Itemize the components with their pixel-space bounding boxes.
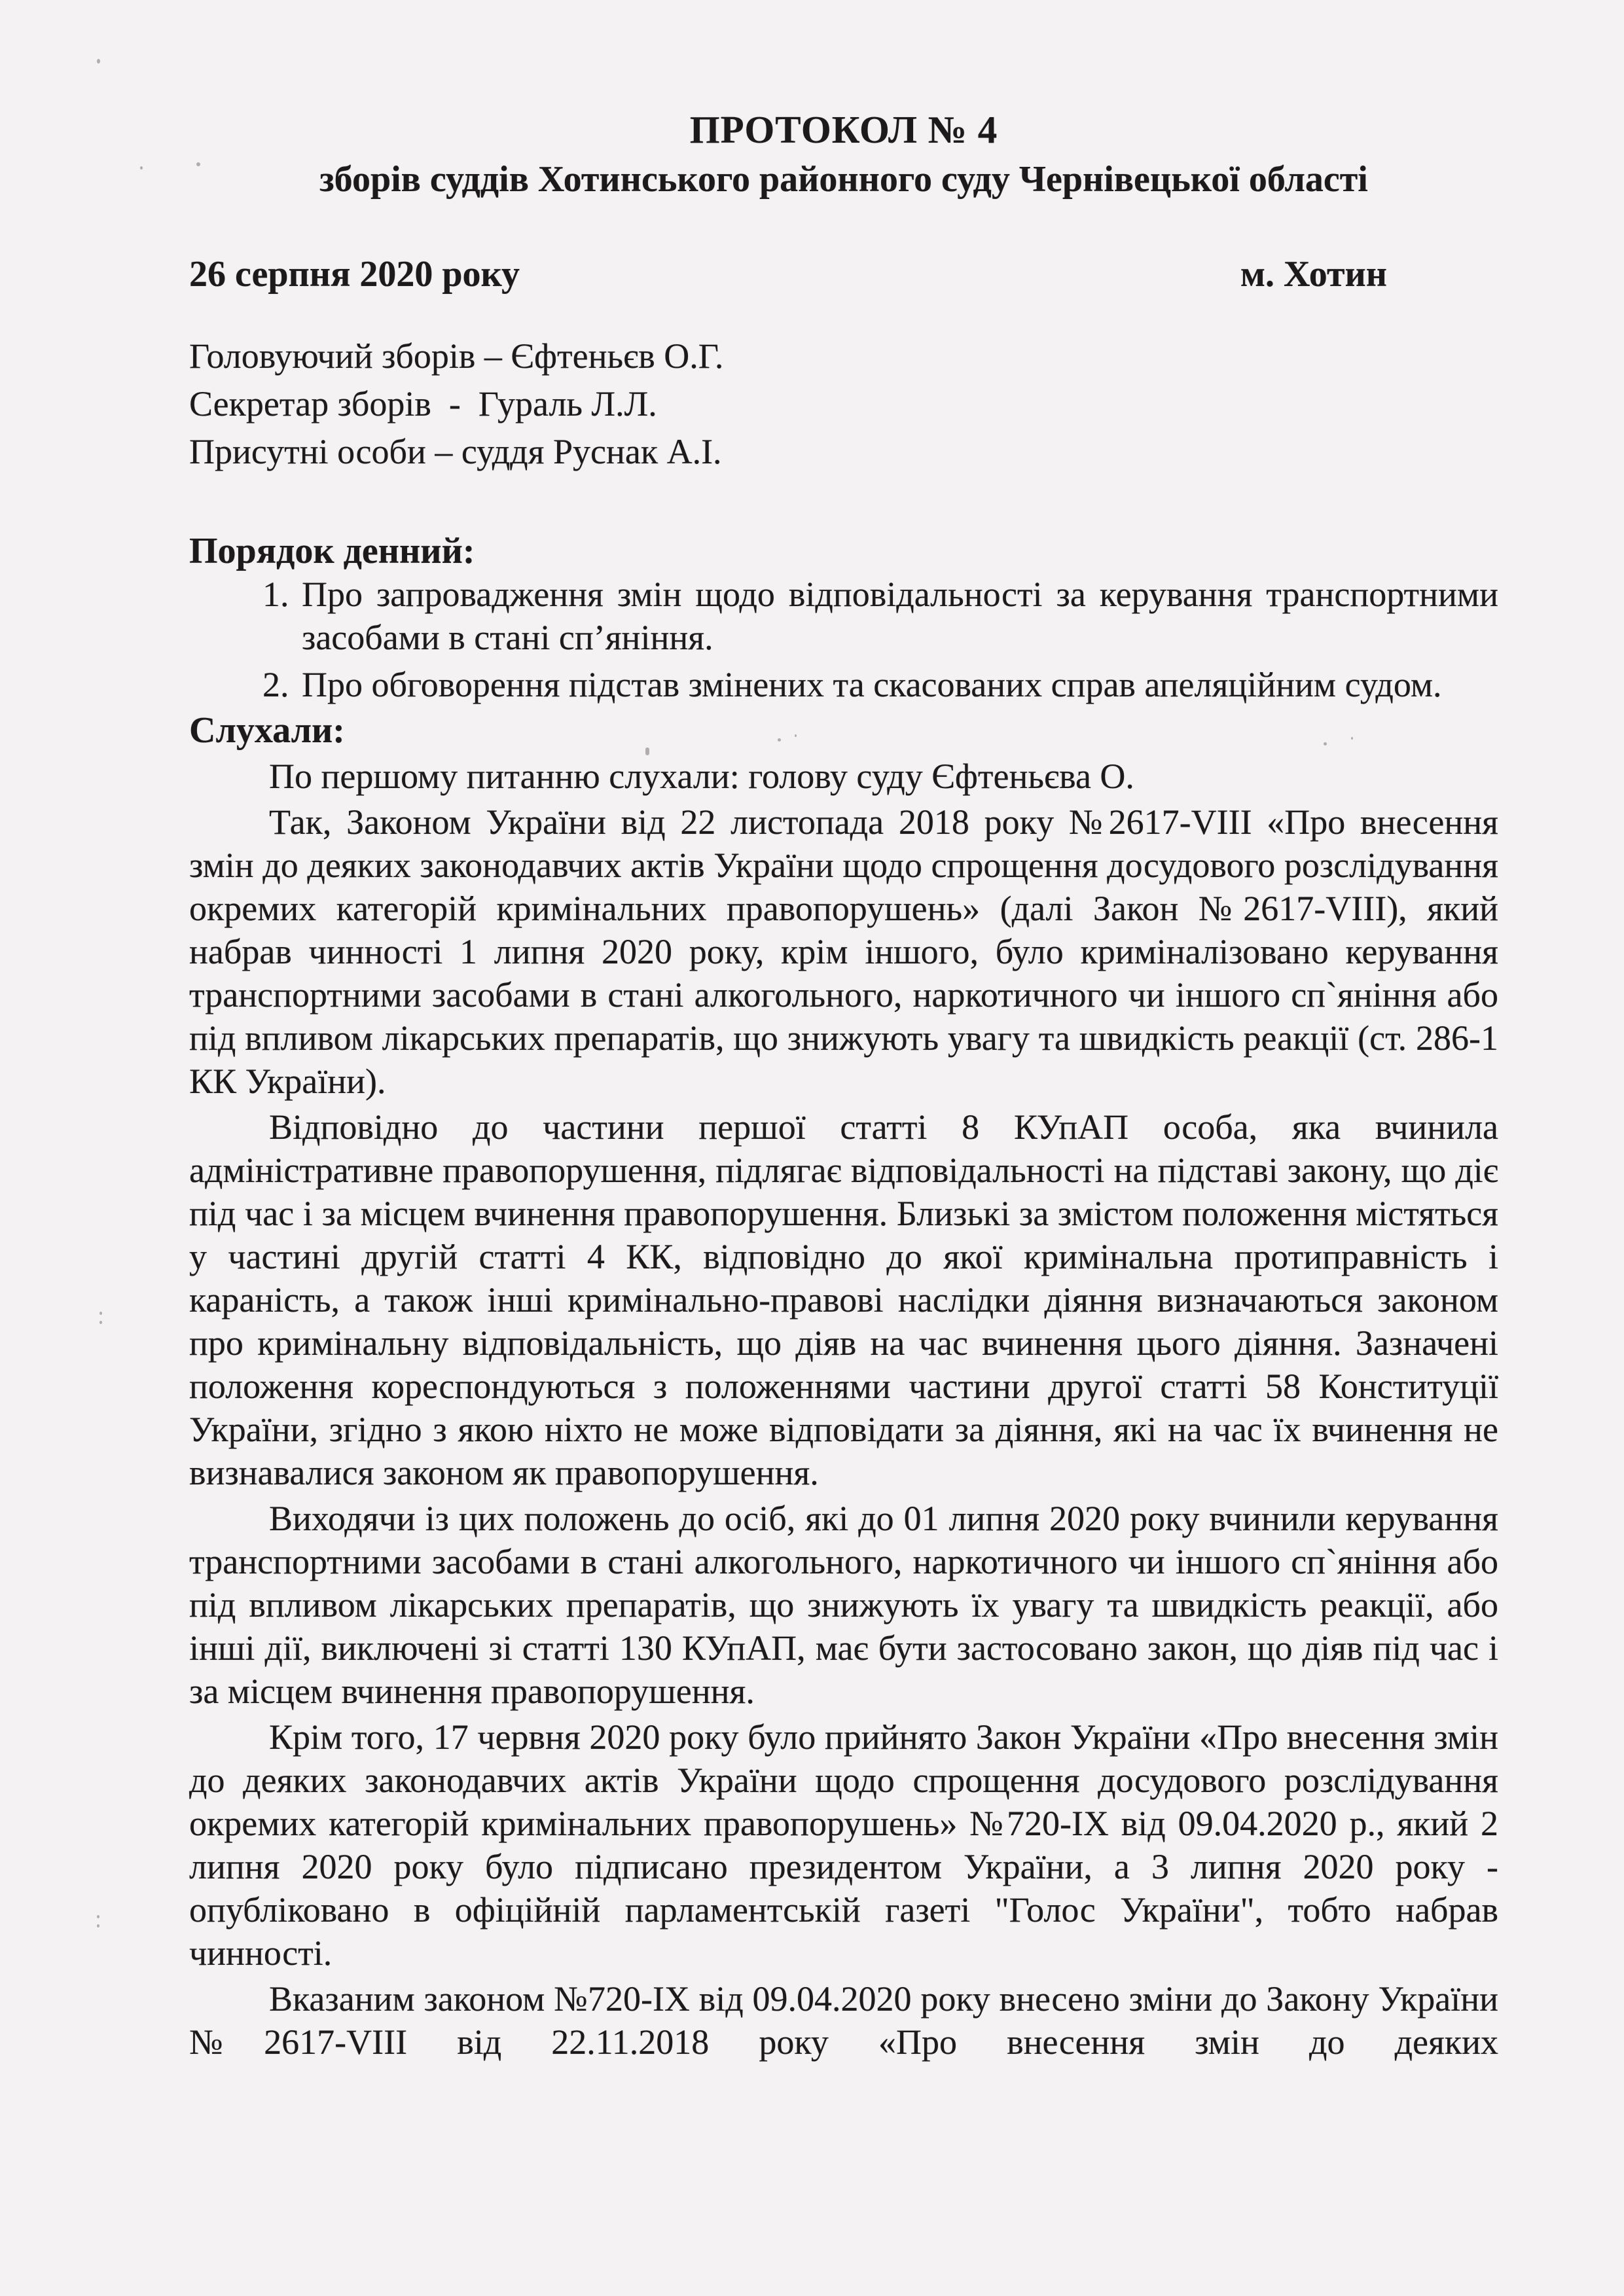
body-paragraph-cut-off: Вказаним законом №720-IX від 09.04.2020 року внесено зміни до Закону України №2617-VIII від 22.11.2018 року «Про внесення змін до деяких xyxy=(189,1979,1498,2062)
scan-speck xyxy=(99,1312,102,1315)
scan-speck xyxy=(140,166,143,170)
document-body xyxy=(189,755,1498,2064)
participant-line-chair: Головуючий зборів – Єфтеньєв О.Г. xyxy=(189,336,724,376)
document-subtitle: зборів суддів Хотинського районного суду Чернівецької області xyxy=(319,159,1368,200)
document-date: 26 серпня 2020 року xyxy=(189,254,520,295)
date-row xyxy=(189,253,1498,296)
scan-speck xyxy=(196,162,200,166)
document-place: м. Хотин xyxy=(1240,254,1387,295)
scan-speck xyxy=(795,734,797,737)
scan-speck xyxy=(1351,737,1353,740)
scan-speck xyxy=(1324,742,1327,745)
body-paragraph: Так, Законом України від 22 листопада 2018 року №2617-VIII «Про внесення змін до деяких законодавчих актів України щодо спрощення досудового розслідування окремих категорій кримінальних правопорушень» (далі Закон №2617-VIII), який набрав чинності 1 липня 2020 року, крім іншого, було криміналізовано керування транспортними засобами в стані алкогольного, наркотичного чи іншого сп`яніння або під впливом лікарських препаратів, що знижують увагу та швидкість реакції (ст. 286-1 КК України). xyxy=(189,802,1498,1101)
body-paragraph: Крім того, 17 червня 2020 року було прийнято Закон України «Про внесення змін до деяких законодавчих актів України щодо спрощення досудового розслідування окремих категорій кримінальних правопорушень» №720-IX від 09.04.2020 р., який 2 липня 2020 року було підписано президентом України, а 3 липня 2020 року - опубліковано в офіційній парламентській газеті "Голос України", тобто набрав чинності. xyxy=(189,1717,1498,1973)
scan-speck xyxy=(97,59,100,63)
scan-speck xyxy=(97,1924,99,1928)
agenda-heading: Порядок денний: xyxy=(189,531,475,571)
scan-speck xyxy=(97,1915,99,1918)
agenda-item: 1. Про запровадження змін щодо відповідальності за керування транспортними засобами в стані сп’яніння. xyxy=(298,573,1498,659)
participant-line-present: Присутні особи – суддя Руснак А.І. xyxy=(189,432,722,471)
scan-speck xyxy=(778,738,781,742)
scan-speck xyxy=(99,1321,102,1324)
document-header xyxy=(189,105,1498,204)
heard-heading: Слухали: xyxy=(189,710,345,751)
body-paragraph: Відповідно до частини першої статті 8 КУпАП особа, яка вчинила адміністративне правопорушення, підлягає відповідальності на підставі закону, що діє під час і за місцем вчинення правопорушення. Близькі за змістом положення містяться у частині другій статті 4 КК, відповідно до якої кримінальна протиправність і караність, а також інші кримінально-правові наслідки діяння визначаються законом про кримінальну відповідальність, що діяв на час вчинення цього діяння. Зазначені положення кореспондуються з положеннями частини другої статті 58 Конституції України, згідно з якою ніхто не може відповідати за діяння, які на час їх вчинення не визнавалися законом як правопорушення. xyxy=(189,1107,1498,1492)
document-content xyxy=(189,105,1498,2064)
participants-block xyxy=(189,332,1498,476)
participant-line-secretary: Секретар зборів - Гураль Л.Л. xyxy=(189,384,657,423)
agenda-item: 2. Про обговорення підстав змінених та скасованих справ апеляційним судом. xyxy=(298,663,1498,706)
scan-speck xyxy=(645,747,649,755)
body-paragraph: По першому питанню слухали: голову суду Єфтеньєва О. xyxy=(269,757,1134,796)
body-paragraph: Виходячи із цих положень до осіб, які до 01 липня 2020 року вчинили керування транспортними засобами в стані алкогольного, наркотичного чи іншого сп`яніння або під впливом лікарських препаратів, що знижують їх увагу та швидкість реакції, або інші дії, виключені зі статті 130 КУпАП, має бути застосовано закон, що діяв під час і за місцем вчинення правопорушення. xyxy=(189,1499,1498,1711)
document-title: ПРОТОКОЛ № 4 xyxy=(689,108,998,151)
agenda-list xyxy=(189,573,1498,706)
